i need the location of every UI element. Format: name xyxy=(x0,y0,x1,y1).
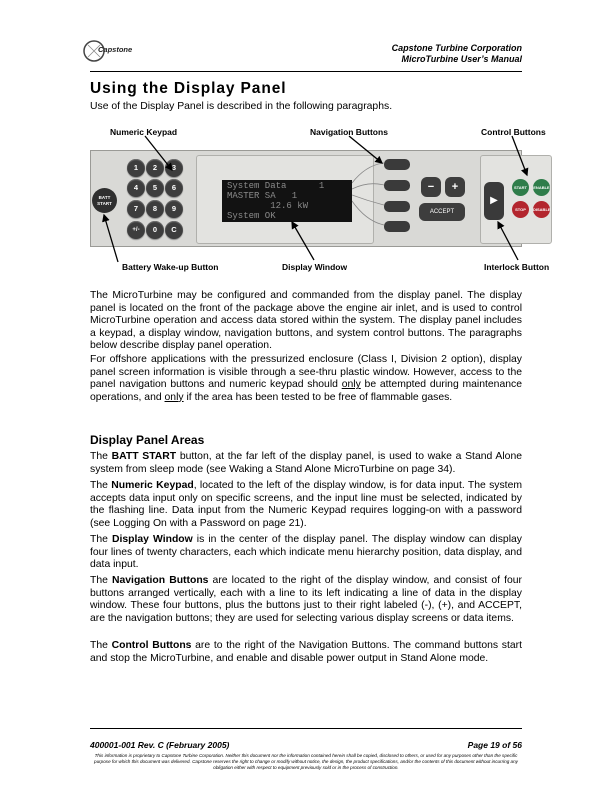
key-0: 0 xyxy=(146,221,164,239)
p2-only-2: only xyxy=(164,391,184,403)
stop-button: STOP xyxy=(512,201,529,218)
label-control-buttons: Control Buttons xyxy=(481,127,546,137)
logo-text: Capstone xyxy=(98,45,133,54)
minus-button: − xyxy=(421,177,441,197)
key-3: 3 xyxy=(165,159,183,177)
lcd-line-4: System OK xyxy=(227,211,319,221)
accept-button: ACCEPT xyxy=(419,203,465,221)
window-post: is in the center of the display panel. The display window can display four lines of twenty characters, each which indicate menu hierarchy position, data display, and data input. xyxy=(90,534,522,571)
paragraph-nav xyxy=(90,575,522,625)
footer-rule xyxy=(90,728,522,729)
batt-pre: The xyxy=(90,451,112,462)
key-1: 1 xyxy=(127,159,145,177)
paragraph-control xyxy=(90,640,522,665)
label-display-window: Display Window xyxy=(282,262,348,272)
control-bold: Control Buttons xyxy=(111,640,192,651)
window-pre: The xyxy=(90,534,112,545)
key-6: 6 xyxy=(165,179,183,197)
keypad-post: , located to the left of the display window, is for data input. The system accepts data input only on specific screens, and the input line must be selected, indicated by the flashing line. Data input from the Numeric Keypad requires logging-on with a password (see Logging On with a Password on page 21). xyxy=(90,480,523,529)
key-7: 7 xyxy=(127,200,145,218)
control-pre: The xyxy=(90,640,112,651)
batt-label-1: BATT xyxy=(98,195,111,200)
label-interlock-button: Interlock Button xyxy=(484,262,550,272)
batt-post: button, at the far left of the display panel, is used to wake a Stand Alone system from sleep mode (see Waking a Stand Alone MicroTurbine on page 34). xyxy=(90,451,522,475)
paragraph-batt xyxy=(90,451,522,476)
company-name: Capstone Turbine Corporation xyxy=(391,43,522,53)
intro-paragraph: Use of the Display Panel is described in the following paragraphs. xyxy=(90,101,393,112)
batt-label-2: START xyxy=(97,201,112,206)
label-navigation-buttons: Navigation Buttons xyxy=(310,127,388,137)
paragraph-2 xyxy=(90,354,522,404)
label-battery-wakeup: Battery Wake-up Button xyxy=(122,262,219,272)
key-2: 2 xyxy=(146,159,164,177)
disable-button: DISABLE xyxy=(533,201,550,218)
key-4: 4 xyxy=(127,179,145,197)
nav-bold: Navigation Buttons xyxy=(112,575,209,586)
start-button: START xyxy=(512,179,529,196)
keypad-bold: Numeric Keypad xyxy=(111,480,194,491)
paragraph-window xyxy=(90,534,522,572)
paragraph-1: The MicroTurbine may be configured and commanded from the display panel. The display panel is located on the front of the package above the engine air inlet, and is used to control MicroTurbine operation and access data stored within the system. The display panel includes a keypad, a display window, navigation buttons, and system control buttons. The paragraphs below describe display panel operation. xyxy=(90,290,522,352)
label-numeric-keypad: Numeric Keypad xyxy=(110,127,178,137)
p2-text-a: For offshore applications with the pressurized enclosure (Class I, Division 2 option), display panel screen information is visible through a see-thru plastic window. However, access to the panel navigation buttons and numeric keypad should xyxy=(90,354,522,391)
interlock-button: ▶ xyxy=(484,182,504,220)
lcd-line-3: 12.6 kW xyxy=(227,201,319,211)
p2-text-c: if the area has been tested to be free of flammable gases. xyxy=(183,391,453,403)
key-5: 5 xyxy=(146,179,164,197)
footer-page-number: Page 19 of 56 xyxy=(467,740,522,750)
lcd-line-2: MASTER SA 1 xyxy=(227,191,319,201)
nav-post: are located to the right of the display window, and consist of four buttons arranged vertically, each with a line to its left indicating a line of data in the display window. These four buttons, plus the buttons just to their right labeled (-), (+), and ACCEPT, are the navigation buttons; they are used for selecting various display screens or data items. xyxy=(90,575,523,624)
key-8: 8 xyxy=(146,200,164,218)
window-bold: Display Window xyxy=(111,534,193,545)
p2-text-b: be attempted during maintenance operations, and xyxy=(90,379,522,403)
section-heading: Display Panel Areas xyxy=(90,433,205,447)
key-plus-minus: +/- xyxy=(127,221,145,239)
p2-only-1: only xyxy=(341,379,361,391)
page-title: Using the Display Panel xyxy=(90,80,287,97)
keypad-pre: The xyxy=(90,480,112,491)
lcd-line-1: System Data 1 xyxy=(227,181,325,191)
key-c: C xyxy=(165,221,183,239)
control-post: are to the right of the Navigation Buttons. The command buttons start and stop the MicroTurbine, and enable and disable power output in Stand Alone mode. xyxy=(90,640,522,664)
key-9: 9 xyxy=(165,200,183,218)
plus-button: + xyxy=(445,177,465,197)
footer-legal: This information is proprietary to Capstone Turbine Corporation. Neither this document nor the information contained herein shall be copied, disclosed to others, or used for any purposes other than the specific purpose for which this document was delivered. Capstone reserves the right to change or modify without notice, the design, the product specifications, and/or the contents of this document without incurring any obligation either with respect to equipment previously sold or in the process of construction. xyxy=(94,753,518,770)
manual-name: MicroTurbine User’s Manual xyxy=(401,54,522,64)
batt-bold: BATT START xyxy=(111,451,177,462)
paragraph-keypad xyxy=(90,480,522,530)
footer-doc-id: 400001-001 Rev. C (February 2005) xyxy=(90,740,230,750)
nav-pre: The xyxy=(90,575,112,586)
callout-arrows xyxy=(0,0,612,300)
enable-button: ENABLE xyxy=(533,179,550,196)
